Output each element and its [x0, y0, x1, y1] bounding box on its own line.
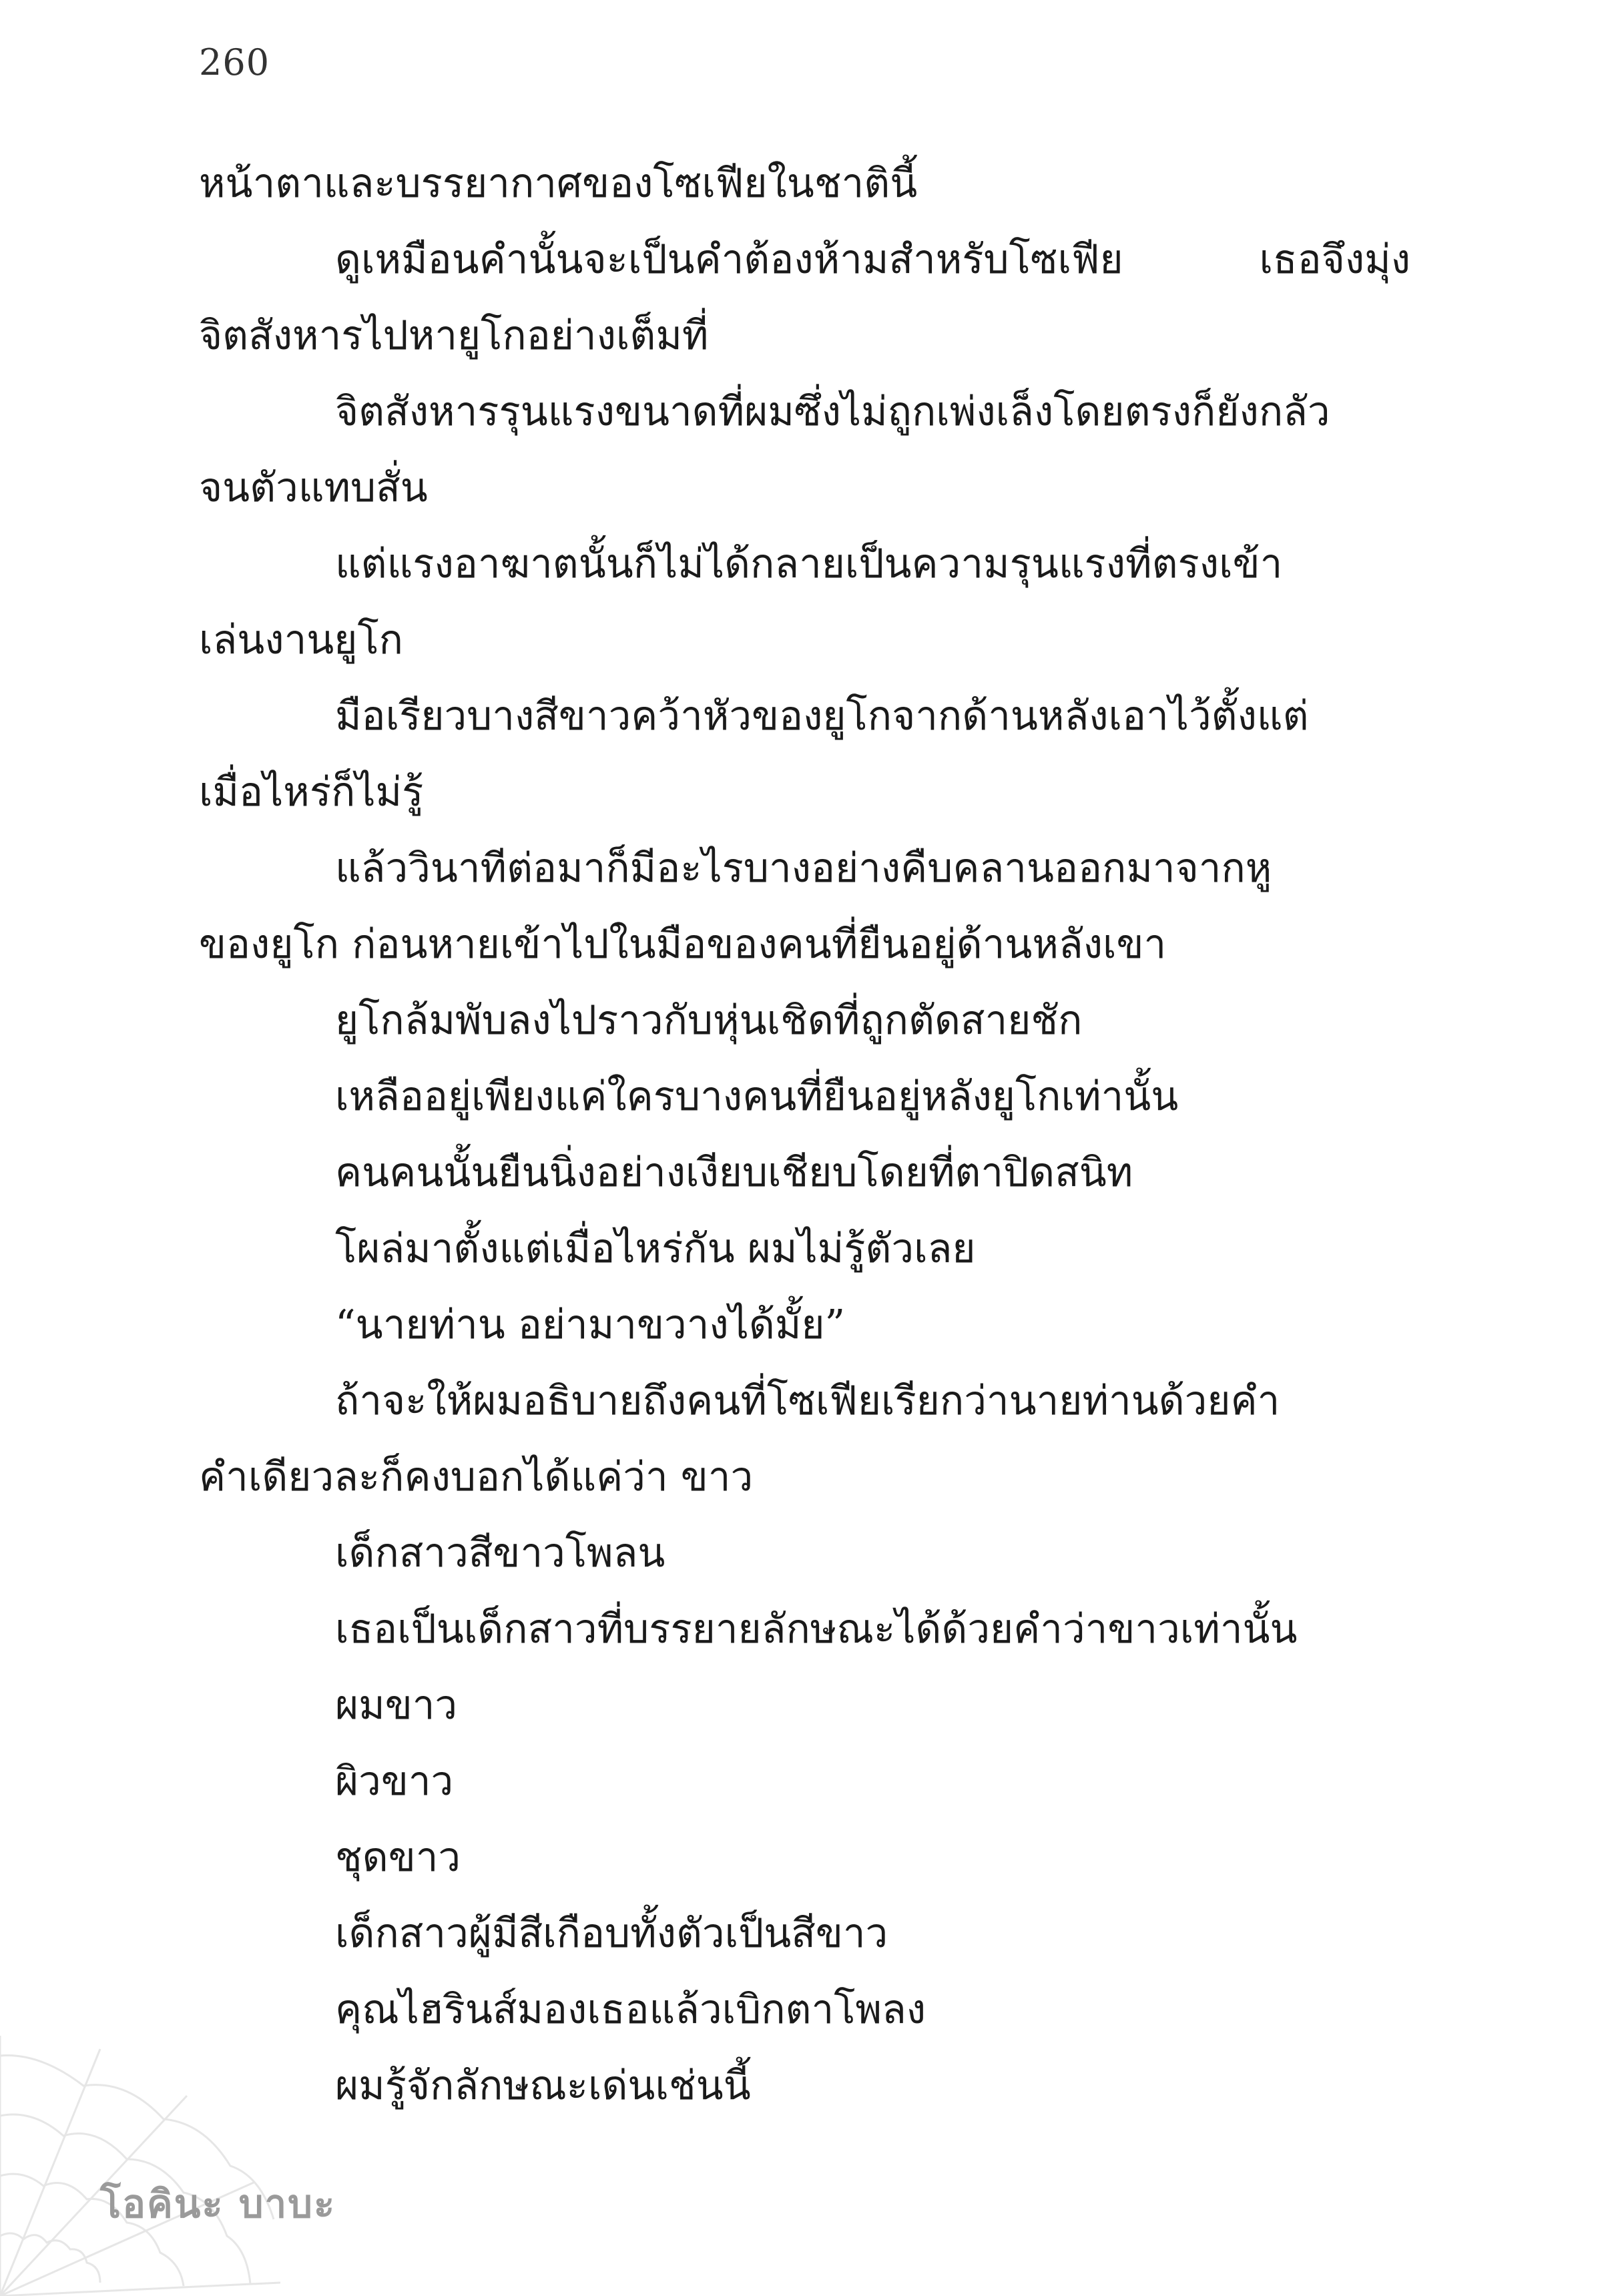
paragraph — [199, 1819, 1410, 1896]
paragraph — [199, 1363, 1410, 1515]
text-line: โผล่มาตั้งแต่เมื่อไหร่กัน ผมไม่รู้ตัวเลย — [335, 1225, 976, 1272]
paragraph — [199, 1667, 1410, 1743]
text-line: “นายท่าน อย่ามาขวางได้มั้ย” — [335, 1302, 846, 1348]
body-text — [199, 146, 1410, 2124]
paragraph — [199, 678, 1410, 830]
paragraph — [199, 146, 1410, 222]
text-line: แต่แรงอาฆาตนั้นก็ไม่ได้กลายเป็นความรุนแรงที่ตรงเข้า — [335, 541, 1283, 587]
paragraph — [199, 1135, 1410, 1211]
text-line: เหลืออยู่เพียงแค่ใครบางคนที่ยืนอยู่หลังยูโกเท่านั้น — [335, 1073, 1179, 1120]
paragraph — [199, 1059, 1410, 1135]
text-line: จนตัวแทบสั่น — [199, 465, 428, 511]
text-line: มือเรียวบางสีขาวคว้าหัวของยูโกจากด้านหลังเอาไว้ตั้งแต่ — [335, 693, 1309, 740]
text-line: เธอเป็นเด็กสาวที่บรรยายลักษณะได้ด้วยคำว่าขาวเท่านั้น — [335, 1606, 1298, 1653]
text-line: จิตสังหารไปหายูโกอย่างเต็มที่ — [199, 312, 709, 359]
text-line: คุณไฮรินส์มองเธอแล้วเบิกตาโพลง — [335, 1986, 926, 2033]
paragraph — [199, 2048, 1410, 2124]
text-line: ถ้าจะให้ผมอธิบายถึงคนที่โซเฟียเรียกว่านายท่านด้วยคำ — [335, 1378, 1280, 1424]
paragraph — [199, 1743, 1410, 1819]
paragraph — [199, 1515, 1410, 1591]
text-line: จิตสังหารรุนแรงขนาดที่ผมซึ่งไม่ถูกเพ่งเล็งโดยตรงก็ยังกลัว — [335, 388, 1330, 435]
paragraph — [199, 222, 1410, 374]
text-line: ผมรู้จักลักษณะเด่นเช่นนี้ — [335, 2062, 751, 2109]
text-line: ยูโกล้มพับลงไปราวกับหุ่นเชิดที่ถูกตัดสายชัก — [335, 997, 1083, 1044]
text-line: เด็กสาวสีขาวโพลน — [335, 1530, 665, 1576]
text-line: คนคนนั้นยืนนิ่งอย่างเงียบเชียบโดยที่ตาปิดสนิท — [335, 1149, 1133, 1196]
paragraph — [199, 374, 1410, 526]
paragraph — [199, 830, 1410, 982]
text-line: เล่นงานยูโก — [199, 617, 404, 663]
spider-web-icon — [0, 2036, 280, 2296]
paragraph — [199, 982, 1410, 1059]
text-line: แล้ววินาทีต่อมาก็มีอะไรบางอย่างคืบคลานออกมาจากหู — [335, 845, 1272, 892]
text-line: ผิวขาว — [335, 1758, 454, 1805]
text-line: หน้าตาและบรรยากาศของโซเฟียในชาตินี้ — [199, 160, 918, 207]
text-line: ดูเหมือนคำนั้นจะเป็นคำต้องห้ามสำหรับโซเฟีย เธอจึงมุ่ง — [335, 236, 1410, 283]
paragraph — [199, 1211, 1410, 1287]
author-name: โอคินะ บาบะ — [100, 2181, 336, 2227]
text-line: ชุดขาว — [335, 1834, 461, 1881]
text-line: เมื่อไหร่ก็ไม่รู้ — [199, 769, 424, 816]
text-line: คำเดียวละก็คงบอกได้แค่ว่า ขาว — [199, 1454, 754, 1500]
paragraph — [199, 1896, 1410, 1972]
page-number: 260 — [199, 41, 270, 83]
paragraph — [199, 1591, 1410, 1667]
paragraph — [199, 1972, 1410, 2048]
text-line: ของยูโก ก่อนหายเข้าไปในมือของคนที่ยืนอยู่ด้านหลังเขา — [199, 921, 1167, 968]
text-line: ผมขาว — [335, 1682, 458, 1729]
paragraph — [199, 1287, 1410, 1363]
text-line: เด็กสาวผู้มีสีเกือบทั้งตัวเป็นสีขาว — [335, 1910, 888, 1957]
paragraph — [199, 526, 1410, 678]
